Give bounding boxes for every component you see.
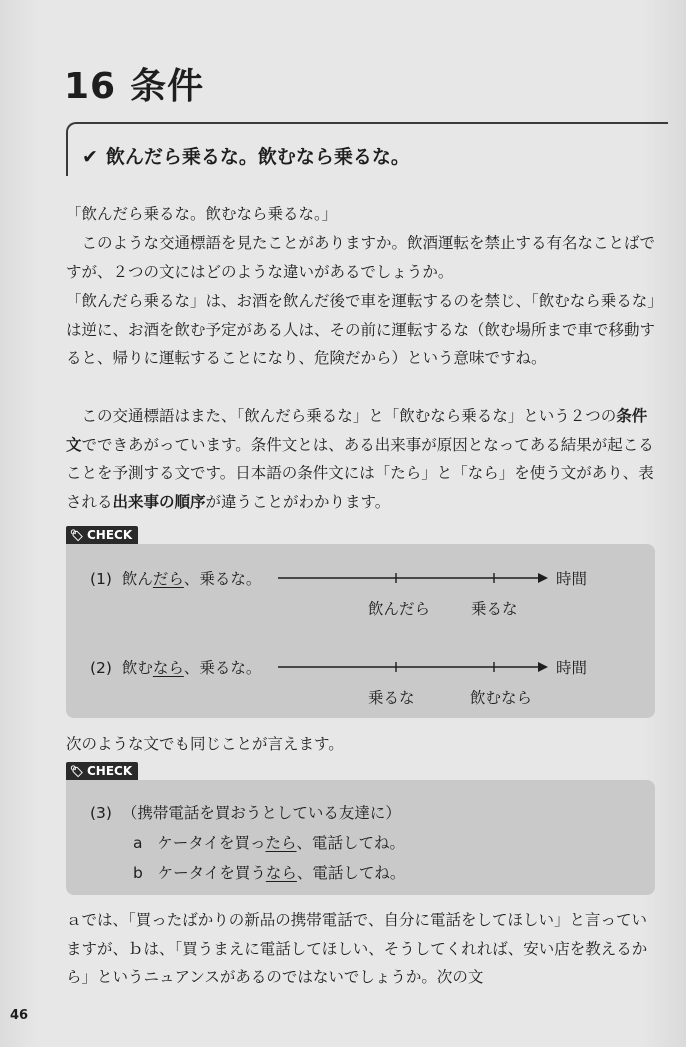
example-mark: a [133, 834, 143, 852]
example-number: (2) [90, 659, 112, 677]
term-event-order: 出来事の順序 [112, 492, 206, 511]
example-3a [133, 831, 405, 853]
example-3b [133, 861, 405, 883]
p3-text-d: が違うことがわかります。 [205, 492, 391, 511]
example-number: (1) [90, 570, 112, 588]
check-label-text: CHECK [86, 528, 133, 542]
example-text: 、電話してね。 [296, 864, 406, 882]
page-number: 46 [10, 1008, 29, 1023]
tag-icon: 🏷 [70, 765, 84, 778]
timeline-event-1: 飲んだら [368, 600, 431, 618]
example-text: ケータイを買う [157, 864, 266, 882]
example-text: 飲む [121, 659, 153, 677]
example-number: (3) [90, 804, 112, 822]
example-text: 、電話してね。 [296, 834, 406, 852]
chapter-title: 条件 [130, 66, 205, 107]
example-2 [90, 656, 261, 678]
intro-quote: 「飲んだら乗るな。飲むなら乗るな。」 [66, 205, 338, 223]
closing-paragraph: ａでは、「買ったばかりの新品の携帯電話で、自分に電話をしてほしい」と言っていますが、ｂは、「買うまえに電話してほしい、そうしてくれれば、安い店を教えるから」というニュアンスがあるのではないでしょうか。次の文 [66, 911, 648, 986]
axis-label-time: 時間 [556, 659, 588, 677]
example-context: （携帯電話を買おうとしている友達に） [121, 804, 401, 822]
timeline-event-2: 乗るな [471, 600, 518, 618]
check-mark-icon: ✔ [82, 146, 98, 168]
timeline-event-2: 飲むなら [470, 689, 533, 707]
check-label-text: CHECK [86, 764, 133, 778]
example-underlined: なら [265, 864, 297, 882]
example-mark: b [133, 864, 143, 882]
example-3-context [90, 801, 401, 823]
chapter-number: 16 [64, 66, 117, 107]
topic-title: 飲んだら乗るな。飲むなら乗るな。 [105, 146, 410, 168]
term-conditional-sentence: 条件文 [66, 407, 648, 454]
axis-label-time: 時間 [556, 570, 588, 588]
example-underlined: たら [265, 834, 297, 852]
check-label-1 [66, 526, 138, 544]
tag-icon: 🏷 [70, 529, 84, 542]
arrow-head-icon [538, 573, 548, 583]
check-label-2 [66, 762, 138, 780]
example-text: ケータイを買っ [157, 834, 266, 852]
intro-paragraph-1: このような交通標語を見たことがありますか。飲酒運転を禁止する有名なことばですが、２つの文にはどのような違いがあるでしょうか。 [66, 234, 656, 281]
example-text: 飲ん [121, 570, 153, 588]
p3-text-a: この交通標語はまた、「飲んだら乗るな」と「飲むなら乗るな」という２つの [66, 407, 617, 425]
mid-text: 次のような文でも同じことが言えます。 [66, 735, 344, 753]
example-text: 、乗るな。 [183, 570, 262, 588]
chapter-heading [64, 58, 204, 109]
example-underlined: なら [152, 659, 184, 677]
example-1 [90, 567, 261, 589]
example-underlined: だら [152, 570, 184, 588]
timeline-axis-1 [276, 570, 552, 586]
timeline-event-1: 乗るな [368, 689, 415, 707]
arrow-head-icon [538, 662, 548, 672]
intro-paragraph-2: 「飲んだら乗るな」は、お酒を飲んだ後で車を運転するのを禁じ、「飲むなら乗るな」は逆に、お酒を飲む予定がある人は、その前に運転するな（飲む場所まで車で移動すると、帰りに運転することになり、危険だから）という意味ですね。 [66, 292, 656, 367]
intro-paragraph-3 [66, 402, 656, 516]
topic-heading [82, 142, 410, 169]
timeline-axis-2 [276, 659, 552, 675]
example-text: 、乗るな。 [183, 659, 262, 677]
p3-text-c: でできあがっています。条件文とは、ある出来事が原因となってある結果が起こることを予測する文です。日本語の条件文には「たら」と「なら」を使う文があり、表される [66, 435, 654, 511]
